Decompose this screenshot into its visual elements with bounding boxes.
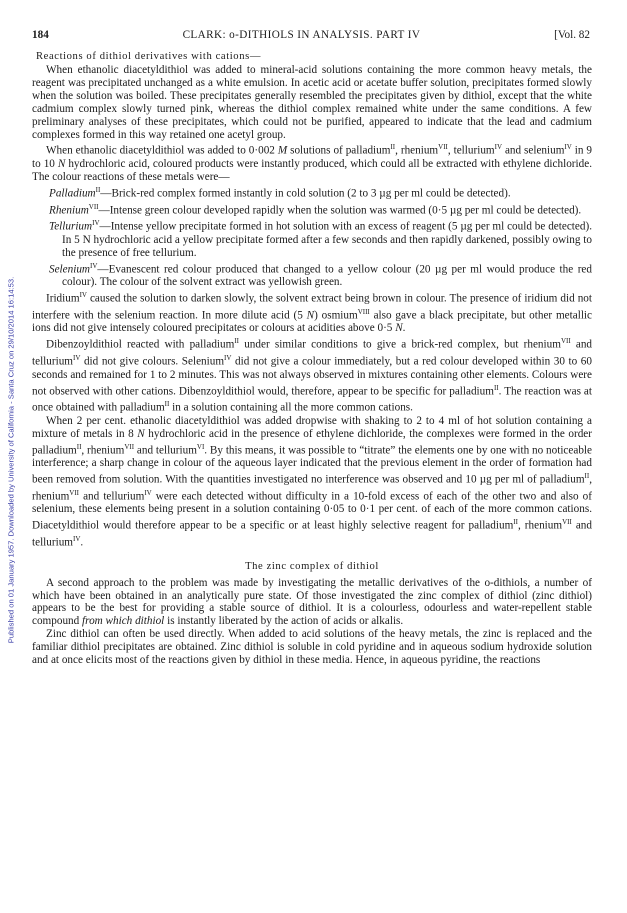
list-item: Selenium$^{IV}$—Evanescent red colour produced that changed to a yellow colour (20 µg per ml would produce the red colour). The colour of the solvent extract was yellowish green.	[49, 261, 592, 289]
list-item: Palladium$^{II}$—Brick-red complex formed instantly in cold solution (2 to 3 µg per ml could be detected).	[49, 185, 511, 200]
running-title: CLARK: o-DITHIOLS IN ANALYSIS. PART IV	[182, 29, 421, 41]
paragraph: When 2 per cent. ethanolic diacetyldithiol was added dropwise with shaking to 2 to 4 ml of hot solution containing a mixture of metals in 8 N hydrochloric acid in the presence of ethylene dichloride, the complexes were formed in the order palladium$^{II}$, rhenium$^{VII}$ and tellurium$^{VI}$. By this means, it was possible to “titrate” the elements one by one with no noticeable interference; a sharp change in colour of the aqueous layer indicated that the previous element in the order of formation had been removed from solution. With the quantities investigated no interference was observed and 10 µg per ml of palladium$^{II}$, rhenium$^{VII}$ and tellurium$^{IV}$ were each detected without difficulty in a 10-fold excess of each of the other two and also of selenium, these elements being present in a solution containing 0·05 to 0·1 per cent. of each of the more common cations. Diacetyldithiol would therefore appear to be a specific or at least highly selective reagent for palladium$^{II}$, rhenium$^{VII}$ and tellurium$^{IV}$.	[32, 414, 592, 549]
download-watermark-text: Published on 01 January 1957. Downloaded by University of California - Santa Cruz on 29/10/2014 16:14:53.	[6, 276, 16, 644]
paragraph: When ethanolic diacetyldithiol was added to mineral-acid solutions containing the more common heavy metals, the reagent was precipitated unchanged as a white emulsion. In acetic acid or acetate buffer solution, precipitates formed slowly when the solution was boiled. These precipitates generally resembled the precipitates given by dithiol, except that the white cadmium complex slowly turned pink, whereas the dithiol complex remained white under the same conditions. A few preliminary analyses of these precipitates, which could not be purified, appeared to indicate that the lead and cadmium complexes formed in this way retained one acetyl group.	[32, 64, 592, 141]
paper-page	[32, 28, 592, 667]
paragraph: A second approach to the problem was made by investigating the metallic derivatives of the o-dithiols, a number of which have been obtained in an analytically pure state. Of those investigated the zinc complex of dithiol (zinc dithiol) appears to be the best for providing a stable source of dithiol. It is a colourless, odourless and water-repellent stable compound from which dithiol is instantly liberated by the action of acids or alkalis.	[32, 576, 592, 628]
list-item: Rhenium$^{VII}$—Intense green colour developed rapidly when the solution was warmed (0·5 µg per ml could be detected).	[49, 202, 582, 217]
page-number: 184	[32, 29, 49, 41]
paragraph: Dibenzoyldithiol reacted with palladium$^{II}$ under similar conditions to give a brick-red complex, but rhenium$^{VII}$ and tellurium$^{IV}$ did not give colours. Selenium$^{IV}$ did not give a colour immediately, but a red colour developed within 30 to 60 seconds and remained for 1 to 2 minutes. This was not always observed in mixtures containing other elements. Colours were not observed with other cations. Dibenzoyldithiol would, therefore, appear to be specific for palladium$^{II}$. The reaction was at once obtained with palladium$^{II}$ in a solution containing all the more common cations.	[32, 337, 593, 414]
list-item: Tellurium$^{IV}$—Intense yellow precipitate formed in hot solution with an excess of reagent (5 µg per ml could be detected). In 5 N hydrochloric acid a yellow precipitate formed after a few seconds and then rapidly darkened, possibly owing to the presence of free tellurium.	[49, 219, 592, 259]
paragraph: When ethanolic diacetyldithiol was added to 0·002 M solutions of palladium$^{II}$, rhenium$^{VII}$, tellurium$^{IV}$ and selenium$^{IV}$ in 9 to 10 N hydrochloric acid, coloured products were instantly produced, which could all be extracted with ethylene dichloride. The colour reactions of these metals were—	[32, 143, 592, 183]
running-header	[32, 28, 592, 42]
paragraph: Zinc dithiol can often be used directly. When added to acid solutions of the heavy metals, the zinc is replaced and the familiar dithiol precipitates are obtained. Zinc dithiol is soluble in cold pyridine and in aqueous sodium hydroxide solution and at once elicits most of the reactions given by dithiol in these media. Hence, in aqueous pyridine, the reactions	[32, 628, 592, 667]
paragraph: Iridium$^{IV}$ caused the solution to darken slowly, the solvent extract being brown in colour. The presence of iridium did not interfere with the selenium reaction. In more dilute acid (5 N) osmium$^{VIII}$ also gave a black precipitate, but other metallic ions did not give intensely coloured precipitates or colours at acidities above 0·5 N.	[32, 291, 593, 335]
section-heading-reactions: Reactions of dithiol derivatives with cations—	[36, 51, 262, 62]
download-watermark	[4, 60, 18, 860]
volume-label: [Vol. 82	[554, 29, 590, 41]
section-heading-zinc-complex: The zinc complex of dithiol	[245, 560, 379, 572]
